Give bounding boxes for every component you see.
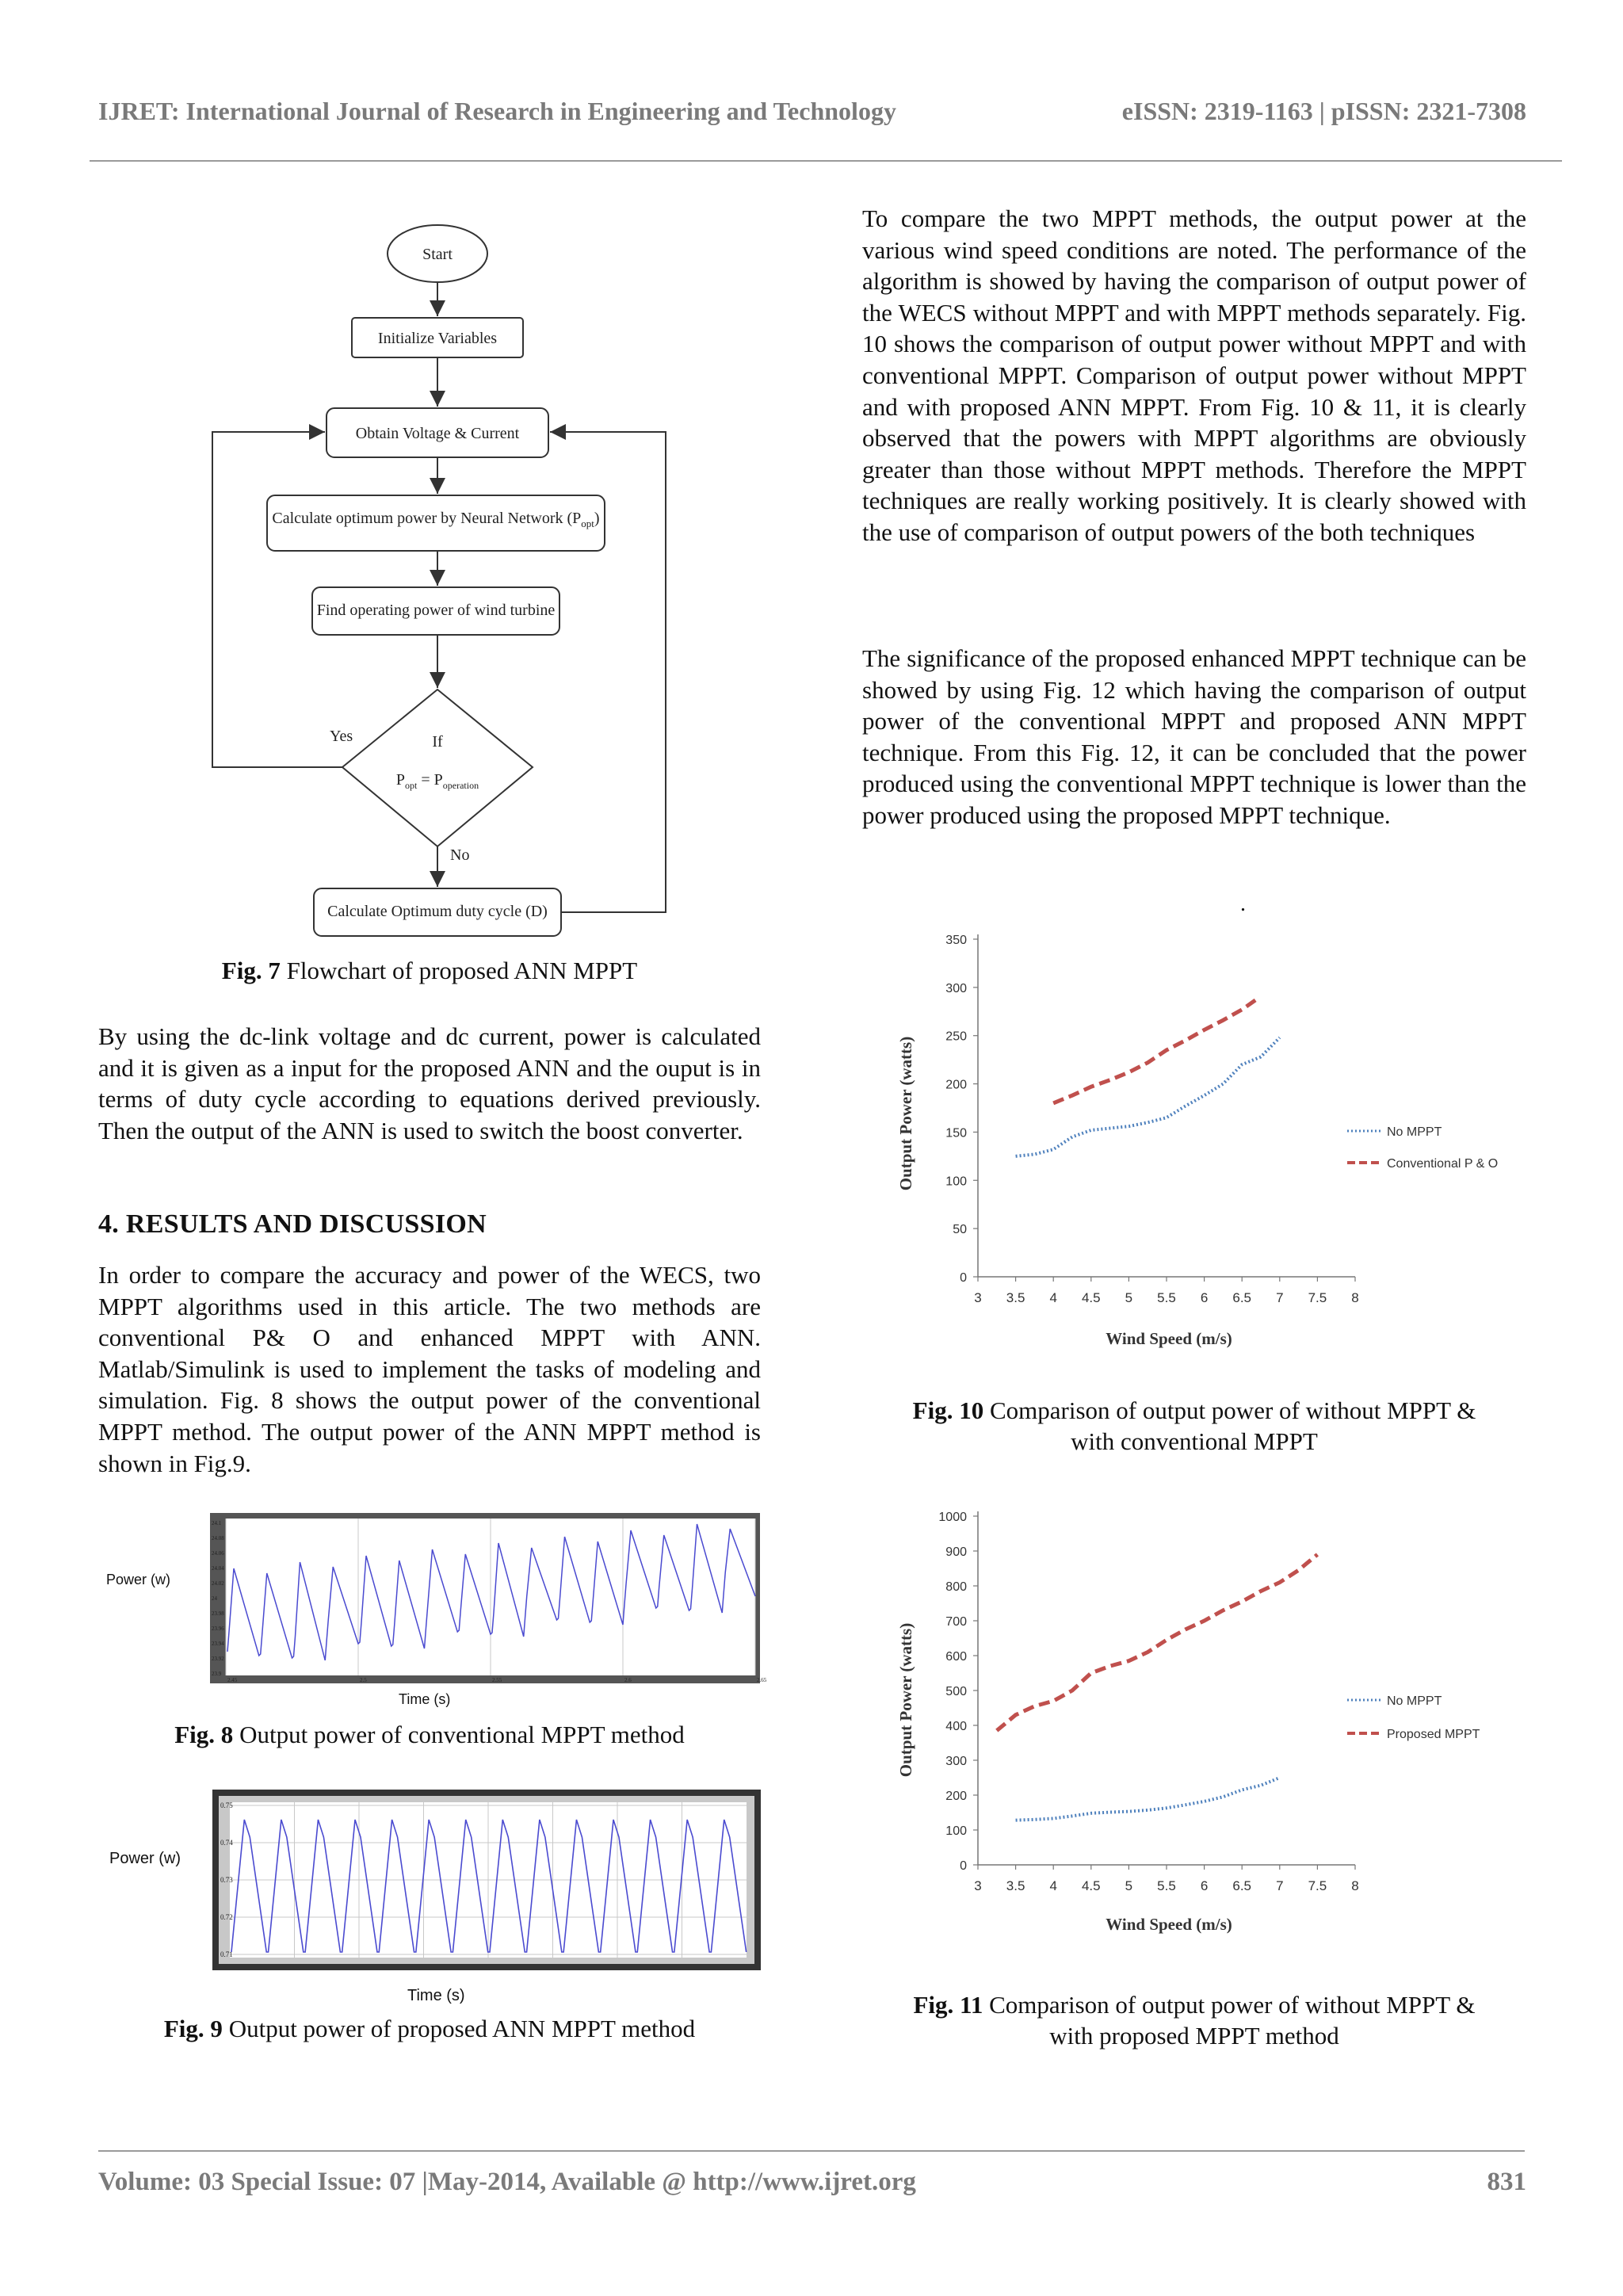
flow-return-loop (550, 432, 666, 912)
fig11-series-2 (997, 1554, 1318, 1730)
fig11-xlabel: Wind Speed (m/s) (1106, 1915, 1232, 1934)
running-header (98, 97, 1525, 126)
fig9-caption: Fig. 9 Output power of proposed ANN MPPT method (163, 2015, 696, 2042)
fig11-ytick: 900 (945, 1545, 967, 1559)
fig8-ytick: 24.04 (212, 1565, 224, 1572)
fig9-ylabel: Power (w) (109, 1850, 181, 1867)
flow-calc-label: Calculate optimum power by Neural Network $(P_{opt})$ (272, 510, 600, 529)
fig10-xtick: 5 (1125, 1290, 1133, 1305)
fig10-ytick: 150 (945, 1126, 967, 1140)
left-paragraph-2: In order to compare the accuracy and power of the WECS, two MPPT algorithms used in this article. The two methods are conventional P& O and enhanced MPPT with ANN. Matlab/Simulink is used to implement the tasks of modeling and simulation. Fig. 8 shows the output power of the conventional MPPT method. The output power of the ANN MPPT method is shown in Fig.9. (98, 1261, 761, 1477)
fig8-xtick: 2.65 (757, 1677, 767, 1683)
fig9-ytick: 0.74 (220, 1839, 233, 1847)
flow-yes-loop (212, 432, 342, 767)
fig8-plot (210, 1513, 767, 1683)
flow-start-label: Start (422, 246, 453, 263)
journal-title: IJRET: International Journal of Research in Engineering and Technology (98, 97, 896, 125)
fig9-ytick: 0.73 (220, 1876, 233, 1884)
right-paragraph-1: To compare the two MPPT methods, the output power at the various wind speed conditions are noted. The performance of the algorithm is showed by having the comparison of output power of the WECS without MPPT and with MPPT methods separately. Fig. 10 shows the comparison of output power without MPPT and with conventional MPPT. Comparison of output power without MPPT and with proposed ANN MPPT. From Fig. 10 & 11, it is clearly observed that the powers with MPPT algorithms are obviously greater than those without MPPT methods. Therefore the MPPT techniques are really working positively. It is clearly showed with the use of comparison of output powers of the both techniques (862, 204, 1526, 546)
fig10-xtick: 8 (1351, 1290, 1359, 1305)
fig10-ytick: 200 (945, 1078, 967, 1092)
fig11-legend-label: Proposed MPPT (1387, 1728, 1480, 1741)
fig11-ytick: 1000 (938, 1511, 967, 1524)
fig8-ytick: 24.1 (212, 1520, 222, 1526)
fig10-ytick: 300 (945, 981, 967, 995)
flow-if-label: If (432, 733, 443, 751)
fig10-xlabel: Wind Speed (m/s) (1106, 1329, 1232, 1348)
fig11-ytick: 500 (945, 1685, 967, 1698)
fig11-xtick: 4 (1049, 1878, 1057, 1893)
fig9-ytick: 0.75 (220, 1801, 233, 1809)
fig10-ylabel: Output Power (watts) (896, 1036, 915, 1191)
fig8-ytick: 23.98 (212, 1610, 224, 1617)
fig10-ytick: 0 (960, 1271, 967, 1285)
flow-duty-label: Calculate Optimum duty cycle (D) (327, 903, 548, 920)
flow-obtain-label: Obtain Voltage & Current (355, 425, 520, 442)
fig11-xtick: 7 (1276, 1878, 1284, 1893)
flow-no-label: No (450, 846, 470, 864)
fig10-xtick: 4.5 (1081, 1290, 1101, 1305)
fig11-xtick: 5.5 (1157, 1878, 1176, 1893)
footer-rule (98, 2150, 1525, 2152)
fig8-xlabel: Time (s) (399, 1691, 451, 1707)
fig10-ytick: 250 (945, 1030, 967, 1044)
fig10-xtick: 3.5 (1006, 1290, 1025, 1305)
fig10-series-2 (1053, 999, 1257, 1102)
flowchart-fig7 (206, 214, 682, 943)
fig8-ytick: 23.92 (212, 1656, 224, 1662)
fig8-ytick: 23.96 (212, 1626, 224, 1632)
fig11-xtick: 4.5 (1081, 1878, 1101, 1893)
fig11-caption: Fig. 11 Comparison of output power of without MPPT & with proposed MPPT method (913, 1991, 1476, 2050)
fig8-ytick: 24.06 (212, 1550, 224, 1557)
fig11-ytick: 600 (945, 1650, 967, 1664)
left-paragraph-1: By using the dc-link voltage and dc current, power is calculated and it is given as a input for the proposed ANN and the ouput is in terms of duty cycle according to equations derived previously. Then the output of the ANN is used to switch the boost converter. (98, 1022, 761, 1144)
fig10-ytick: 50 (953, 1223, 967, 1237)
fig10-xtick: 4 (1049, 1290, 1057, 1305)
fig8-xtick: 2.55 (492, 1677, 502, 1683)
fig11-ytick: 200 (945, 1790, 967, 1803)
header-rule (90, 160, 1562, 162)
fig8-ytick: 23.9 (212, 1671, 222, 1677)
flow-init-label: Initialize Variables (377, 330, 498, 347)
fig11-ytick: 0 (960, 1859, 967, 1873)
fig11-ytick: 100 (945, 1824, 967, 1838)
fig11-series-1 (1016, 1778, 1280, 1820)
fig11-xtick: 7.5 (1308, 1878, 1327, 1893)
fig10-series-1 (1016, 1037, 1280, 1156)
fig9-ytick: 0.71 (220, 1950, 233, 1958)
fig11-xtick: 6 (1200, 1878, 1209, 1893)
fig8-xtick: 2.6 (624, 1677, 632, 1683)
fig11-ytick: 700 (945, 1615, 967, 1629)
fig11-xtick: 6.5 (1232, 1878, 1252, 1893)
fig9-plot (212, 1790, 761, 1970)
fig9-ytick: 0.72 (220, 1913, 233, 1921)
fig10-xtick: 6.5 (1232, 1290, 1252, 1305)
flow-yes-label: Yes (330, 728, 353, 745)
fig8-ylabel: Power (w) (106, 1572, 171, 1587)
fig8-caption: Fig. 8 Output power of conventional MPPT method (174, 1721, 685, 1748)
fig11-xtick: 8 (1351, 1878, 1359, 1893)
flow-find-label: Find operating power of wind turbine (316, 602, 556, 619)
flow-condition-label: $P_{opt} = P_{operation}$ (395, 771, 479, 791)
fig10-legend-label: No MPPT (1387, 1125, 1442, 1139)
fig11-ylabel: Output Power (watts) (896, 1622, 915, 1778)
fig10-xtick: 6 (1200, 1290, 1209, 1305)
right-paragraph-2: The significance of the proposed enhanced MPPT technique can be showed by using Fig. 12 which having the comparison of output power of the conventional MPPT and proposed ANN MPPT technique. From this Fig. 12, it can be concluded that the power produced using the conventional MPPT technique is lower than the power produced using the proposed MPPT technique. (862, 644, 1526, 829)
fig11-ytick: 800 (945, 1580, 967, 1594)
fig11-xtick: 5 (1125, 1878, 1133, 1893)
fig11-ytick: 300 (945, 1755, 967, 1768)
stray-dot: . (1240, 892, 1246, 916)
fig8-ytick: 23.94 (212, 1641, 224, 1647)
fig9-xlabel: Time (s) (407, 1987, 465, 2004)
fig10-xtick: 7.5 (1308, 1290, 1327, 1305)
fig11-ytick: 400 (945, 1720, 967, 1733)
fig11-chart (888, 1502, 1537, 1954)
fig10-ytick: 100 (945, 1175, 967, 1189)
fig11-xtick: 3 (974, 1878, 982, 1893)
fig10-legend-label: Conventional P & O (1387, 1157, 1499, 1171)
fig10-xtick: 3 (974, 1290, 982, 1305)
page-number: 831 (1487, 2168, 1526, 2196)
fig10-caption: Fig. 10 Comparison of output power of without MPPT & with conventional MPPT (912, 1396, 1476, 1455)
fig10-ytick: 350 (945, 934, 967, 947)
fig8-ytick: 24.02 (212, 1580, 224, 1587)
fig8-xtick: 2.45 (227, 1677, 238, 1683)
fig11-legend-label: No MPPT (1387, 1694, 1442, 1708)
fig10-chart (888, 931, 1537, 1359)
running-footer (98, 2168, 1525, 2197)
flow-decision-node (342, 690, 533, 846)
fig8-ytick: 24 (212, 1595, 217, 1602)
fig7-caption: Fig. 7 Flowchart of proposed ANN MPPT (221, 957, 638, 984)
journal-issn: eISSN: 2319-1163 | pISSN: 2321-7308 (1121, 97, 1526, 125)
fig8-xtick: 2.5 (360, 1677, 367, 1683)
footer-volume: Volume: 03 Special Issue: 07 |May-2014, Available @ http://www.ijret.org (98, 2168, 916, 2196)
fig10-xtick: 5.5 (1157, 1290, 1176, 1305)
section-heading: 4. RESULTS AND DISCUSSION (98, 1209, 487, 1239)
fig11-xtick: 3.5 (1006, 1878, 1025, 1893)
fig10-xtick: 7 (1276, 1290, 1284, 1305)
fig8-ytick: 24.08 (212, 1535, 224, 1541)
